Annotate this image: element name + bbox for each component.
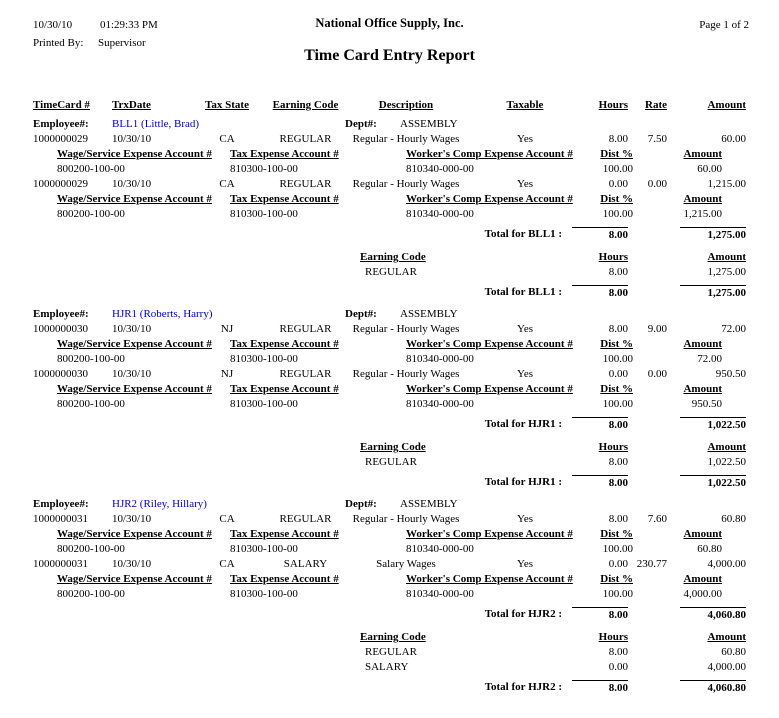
dept-label: Dept#: — [345, 308, 377, 320]
expense-account-value-row — [0, 542, 779, 557]
dist-pct: 100.00 — [602, 543, 633, 555]
col-amount: Amount — [707, 99, 746, 111]
sub-amount-header: Amount — [683, 338, 722, 350]
description: Salary Wages — [376, 558, 436, 570]
rate: 0.00 — [647, 368, 667, 380]
tax-expense-account: 810300-100-00 — [230, 353, 298, 365]
summary-total-amount: 4,060.80 — [680, 680, 746, 696]
amount: 950.50 — [715, 368, 746, 380]
timecard-number: 1000000029 — [33, 133, 88, 145]
tax-state: NJ — [220, 323, 234, 335]
taxable: Yes — [516, 133, 533, 145]
taxable: Yes — [516, 178, 533, 190]
description: Regular - Hourly Wages — [352, 323, 460, 335]
employee-code-link[interactable]: HJR2 (Riley, Hillary) — [112, 498, 207, 510]
timecard-detail-row — [0, 367, 779, 382]
employee-label: Employee#: — [33, 118, 89, 130]
dist-amount: 60.00 — [697, 163, 722, 175]
workers-comp-account-header: Worker's Comp Expense Account # — [406, 338, 573, 350]
col-hours: Hours — [598, 99, 628, 111]
hours: 8.00 — [608, 323, 628, 335]
col-description: Description — [378, 99, 434, 111]
page-number: Page 1 of 2 — [699, 19, 749, 31]
dist-pct: 100.00 — [602, 588, 633, 600]
taxable: Yes — [516, 368, 533, 380]
amount: 72.00 — [721, 323, 746, 335]
summary-earning-code-header: Earning Code — [360, 441, 426, 453]
workers-comp-account: 810340-000-00 — [406, 543, 474, 555]
col-rate: Rate — [645, 99, 667, 111]
summary-hours: 8.00 — [608, 266, 628, 278]
wage-expense-account: 800200-100-00 — [57, 543, 125, 555]
rate: 230.77 — [636, 558, 667, 570]
hours: 0.00 — [608, 368, 628, 380]
summary-total-hours: 8.00 — [572, 680, 628, 696]
expense-account-header-row — [0, 382, 779, 397]
expense-account-value-row — [0, 352, 779, 367]
earning-code: REGULAR — [279, 133, 332, 145]
col-taxable: Taxable — [506, 99, 544, 111]
report-column-header-row — [0, 98, 779, 113]
total-amount: 1,022.50 — [680, 417, 746, 433]
summary-amount: 1,275.00 — [707, 266, 746, 278]
dist-pct-header: Dist % — [600, 148, 633, 160]
summary-hours: 8.00 — [608, 456, 628, 468]
summary-amount-header: Amount — [707, 441, 746, 453]
hours: 8.00 — [608, 133, 628, 145]
summary-hours-header: Hours — [598, 251, 628, 263]
summary-hours-header: Hours — [598, 441, 628, 453]
summary-total-label: Total for BLL1 : — [484, 286, 562, 298]
dist-pct: 100.00 — [602, 398, 633, 410]
dist-pct-header: Dist % — [600, 383, 633, 395]
dept-value: ASSEMBLY — [400, 498, 458, 510]
summary-total-label: Total for HJR2 : — [484, 681, 562, 693]
trx-date: 10/30/10 — [112, 178, 152, 190]
workers-comp-account-header: Worker's Comp Expense Account # — [406, 148, 573, 160]
earning-summary-header-row — [0, 440, 779, 455]
timecard-detail-row — [0, 322, 779, 337]
tax-expense-account: 810300-100-00 — [230, 398, 298, 410]
workers-comp-account: 810340-000-00 — [406, 208, 474, 220]
summary-hours: 0.00 — [608, 661, 628, 673]
employee-total-row — [0, 417, 779, 432]
sub-amount-header: Amount — [683, 528, 722, 540]
rate: 7.50 — [647, 133, 667, 145]
dist-pct-header: Dist % — [600, 193, 633, 205]
dept-value: ASSEMBLY — [400, 118, 458, 130]
summary-amount-header: Amount — [707, 251, 746, 263]
dist-amount: 72.00 — [697, 353, 722, 365]
dist-amount: 1,215.00 — [683, 208, 722, 220]
trx-date: 10/30/10 — [112, 513, 152, 525]
timecard-number: 1000000030 — [33, 323, 88, 335]
wage-expense-account: 800200-100-00 — [57, 163, 125, 175]
earning-summary-total-row — [0, 680, 779, 695]
employee-label: Employee#: — [33, 498, 89, 510]
sub-amount-header: Amount — [683, 383, 722, 395]
printed-by-label: Printed By: — [33, 37, 84, 49]
wage-expense-account: 800200-100-00 — [57, 588, 125, 600]
summary-earning-code-header: Earning Code — [360, 631, 426, 643]
hours: 0.00 — [608, 558, 628, 570]
earning-code: REGULAR — [279, 178, 332, 190]
earning-summary-row — [0, 645, 779, 660]
wage-expense-account-header: Wage/Service Expense Account # — [57, 383, 212, 395]
timecard-number: 1000000030 — [33, 368, 88, 380]
earning-code: REGULAR — [279, 323, 332, 335]
dist-pct-header: Dist % — [600, 338, 633, 350]
dist-amount: 60.80 — [697, 543, 722, 555]
workers-comp-account: 810340-000-00 — [406, 398, 474, 410]
hours: 8.00 — [608, 513, 628, 525]
expense-account-value-row — [0, 587, 779, 602]
report-header — [0, 0, 779, 98]
printed-by-value: Supervisor — [98, 37, 146, 49]
tax-expense-account: 810300-100-00 — [230, 588, 298, 600]
wage-expense-account: 800200-100-00 — [57, 208, 125, 220]
employee-label: Employee#: — [33, 308, 89, 320]
timecard-number: 1000000029 — [33, 178, 88, 190]
employee-total-row — [0, 607, 779, 622]
tax-state: CA — [219, 178, 235, 190]
sub-amount-header: Amount — [683, 148, 722, 160]
wage-expense-account-header: Wage/Service Expense Account # — [57, 573, 212, 585]
sub-amount-header: Amount — [683, 573, 722, 585]
summary-total-hours: 8.00 — [572, 475, 628, 491]
timecard-detail-row — [0, 177, 779, 192]
summary-earning-code-header: Earning Code — [360, 251, 426, 263]
earning-code: REGULAR — [279, 368, 332, 380]
expense-account-value-row — [0, 207, 779, 222]
earning-summary-header-row — [0, 250, 779, 265]
dept-value: ASSEMBLY — [400, 308, 458, 320]
tax-expense-account: 810300-100-00 — [230, 163, 298, 175]
earning-summary-row — [0, 265, 779, 280]
timecard-detail-row — [0, 512, 779, 527]
tax-expense-account-header: Tax Expense Account # — [230, 193, 339, 205]
earning-summary-header-row — [0, 630, 779, 645]
description: Regular - Hourly Wages — [352, 133, 460, 145]
dist-pct: 100.00 — [602, 208, 633, 220]
col-trxdate: TrxDate — [112, 99, 151, 111]
summary-total-amount: 1,275.00 — [680, 285, 746, 301]
earning-code: REGULAR — [279, 513, 332, 525]
summary-hours-header: Hours — [598, 631, 628, 643]
wage-expense-account: 800200-100-00 — [57, 398, 125, 410]
total-hours: 8.00 — [572, 417, 628, 433]
description: Regular - Hourly Wages — [352, 178, 460, 190]
workers-comp-account-header: Worker's Comp Expense Account # — [406, 193, 573, 205]
timecard-number: 1000000031 — [33, 558, 88, 570]
company-name: National Office Supply, Inc. — [315, 16, 464, 30]
taxable: Yes — [516, 323, 533, 335]
summary-amount-header: Amount — [707, 631, 746, 643]
tax-expense-account-header: Tax Expense Account # — [230, 383, 339, 395]
col-taxstate: Tax State — [205, 99, 249, 111]
dist-pct-header: Dist % — [600, 573, 633, 585]
col-timecard: TimeCard # — [33, 99, 90, 111]
summary-earning-code: REGULAR — [365, 646, 417, 658]
earning-code: SALARY — [283, 558, 328, 570]
tax-state: NJ — [220, 368, 234, 380]
expense-account-header-row — [0, 337, 779, 352]
earning-summary-row — [0, 455, 779, 470]
tax-expense-account: 810300-100-00 — [230, 208, 298, 220]
expense-account-header-row — [0, 192, 779, 207]
total-amount: 1,275.00 — [680, 227, 746, 243]
taxable: Yes — [516, 558, 533, 570]
sub-amount-header: Amount — [683, 193, 722, 205]
expense-account-header-row — [0, 572, 779, 587]
dist-pct: 100.00 — [602, 353, 633, 365]
employee-header-row — [0, 307, 779, 322]
summary-hours: 8.00 — [608, 646, 628, 658]
tax-expense-account-header: Tax Expense Account # — [230, 148, 339, 160]
dist-pct: 100.00 — [602, 163, 633, 175]
timecard-detail-row — [0, 557, 779, 572]
dist-pct-header: Dist % — [600, 528, 633, 540]
amount: 1,215.00 — [707, 178, 746, 190]
taxable: Yes — [516, 513, 533, 525]
amount: 60.80 — [721, 513, 746, 525]
summary-earning-code: REGULAR — [365, 266, 417, 278]
summary-total-amount: 1,022.50 — [680, 475, 746, 491]
employee-header-row — [0, 497, 779, 512]
trx-date: 10/30/10 — [112, 368, 152, 380]
total-label: Total for HJR2 : — [484, 608, 562, 620]
trx-date: 10/30/10 — [112, 133, 152, 145]
earning-summary-row — [0, 660, 779, 675]
expense-account-value-row — [0, 162, 779, 177]
workers-comp-account-header: Worker's Comp Expense Account # — [406, 383, 573, 395]
dist-amount: 4,000.00 — [683, 588, 722, 600]
expense-account-header-row — [0, 527, 779, 542]
amount: 60.00 — [721, 133, 746, 145]
report-title: Time Card Entry Report — [304, 47, 475, 64]
timecard-number: 1000000031 — [33, 513, 88, 525]
timecard-detail-row — [0, 132, 779, 147]
employee-code-link[interactable]: BLL1 (Little, Brad) — [112, 118, 200, 130]
employee-total-row — [0, 227, 779, 242]
amount: 4,000.00 — [707, 558, 746, 570]
workers-comp-account: 810340-000-00 — [406, 353, 474, 365]
summary-earning-code: SALARY — [365, 661, 409, 673]
summary-total-hours: 8.00 — [572, 285, 628, 301]
rate: 0.00 — [647, 178, 667, 190]
report-time: 01:29:33 PM — [100, 19, 158, 31]
tax-expense-account-header: Tax Expense Account # — [230, 338, 339, 350]
dist-amount: 950.50 — [691, 398, 722, 410]
expense-account-value-row — [0, 397, 779, 412]
total-label: Total for BLL1 : — [484, 228, 562, 240]
employee-code-link[interactable]: HJR1 (Roberts, Harry) — [112, 308, 213, 320]
trx-date: 10/30/10 — [112, 558, 152, 570]
employee-header-row — [0, 117, 779, 132]
wage-expense-account: 800200-100-00 — [57, 353, 125, 365]
summary-amount: 4,000.00 — [707, 661, 746, 673]
tax-expense-account: 810300-100-00 — [230, 543, 298, 555]
trx-date: 10/30/10 — [112, 323, 152, 335]
total-label: Total for HJR1 : — [484, 418, 562, 430]
earning-summary-total-row — [0, 475, 779, 490]
earning-summary-total-row — [0, 285, 779, 300]
rate: 7.60 — [647, 513, 667, 525]
dept-label: Dept#: — [345, 118, 377, 130]
tax-expense-account-header: Tax Expense Account # — [230, 528, 339, 540]
workers-comp-account-header: Worker's Comp Expense Account # — [406, 528, 573, 540]
summary-amount: 1,022.50 — [707, 456, 746, 468]
tax-state: CA — [219, 513, 235, 525]
hours: 0.00 — [608, 178, 628, 190]
workers-comp-account-header: Worker's Comp Expense Account # — [406, 573, 573, 585]
total-amount: 4,060.80 — [680, 607, 746, 623]
tax-expense-account-header: Tax Expense Account # — [230, 573, 339, 585]
total-hours: 8.00 — [572, 607, 628, 623]
wage-expense-account-header: Wage/Service Expense Account # — [57, 148, 212, 160]
tax-state: CA — [219, 133, 235, 145]
summary-earning-code: REGULAR — [365, 456, 417, 468]
summary-total-label: Total for HJR1 : — [484, 476, 562, 488]
description: Regular - Hourly Wages — [352, 513, 460, 525]
description: Regular - Hourly Wages — [352, 368, 460, 380]
col-earning-code: Earning Code — [272, 99, 339, 111]
rate: 9.00 — [647, 323, 667, 335]
workers-comp-account: 810340-000-00 — [406, 163, 474, 175]
summary-amount: 60.80 — [721, 646, 746, 658]
dept-label: Dept#: — [345, 498, 377, 510]
expense-account-header-row — [0, 147, 779, 162]
workers-comp-account: 810340-000-00 — [406, 588, 474, 600]
report-date: 10/30/10 — [33, 19, 73, 31]
wage-expense-account-header: Wage/Service Expense Account # — [57, 338, 212, 350]
tax-state: CA — [219, 558, 235, 570]
wage-expense-account-header: Wage/Service Expense Account # — [57, 528, 212, 540]
total-hours: 8.00 — [572, 227, 628, 243]
wage-expense-account-header: Wage/Service Expense Account # — [57, 193, 212, 205]
